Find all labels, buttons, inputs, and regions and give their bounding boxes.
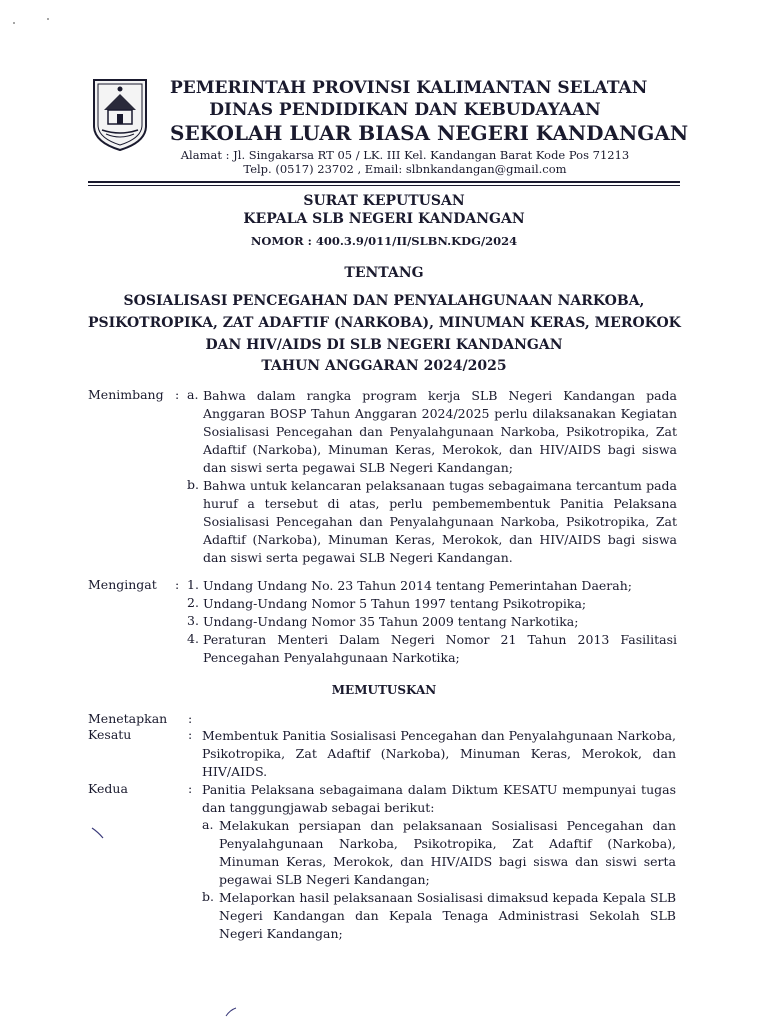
kedua-label: Kedua (88, 781, 128, 796)
stray-scan-dots (10, 16, 54, 26)
decree-number: NOMOR : 400.3.9/011/II/SLBN.KDG/2024 (250, 234, 518, 248)
menetapkan-colon: : (188, 711, 193, 726)
decree-issuer: KEPALA SLB NEGERI KANDANGAN (243, 211, 525, 227)
kedua-b-text: Melaporkan hasil pelaksanaan Sosialisasi dimaksud kepada Kepala SLB Negeri Kandangan dan Kepala Tenaga Administrasi Sekolah SLB Negeri Kandangan; (219, 890, 676, 941)
kesatu-text: Membentuk Panitia Sosialisasi Pencegahan dan Penyalahgunaan Narkoba, Psikotropika, Zat Adaftif (Narkoba), Minuman Keras, Merokok, dan HIV/AIDS. (202, 728, 676, 779)
mengingat-colon: : (175, 577, 180, 592)
letterhead-address: Alamat : Jl. Singakarsa RT 05 / LK. III Kel. Kandangan Barat Kode Pos 71213 (180, 148, 630, 162)
stray-pen-mark (224, 1006, 238, 1018)
mengingat-item-num: 4. (187, 631, 199, 646)
memutuskan-heading: MEMUTUSKAN (331, 683, 437, 697)
menimbang-label: Menimbang (88, 387, 164, 402)
menimbang-b-mark: b. (187, 477, 199, 492)
menetapkan-label: Menetapkan (88, 711, 168, 726)
letterhead-school: SEKOLAH LUAR BIASA NEGERI KANDANGAN (170, 121, 689, 145)
letterhead-rule-thick (88, 181, 680, 183)
provincial-coat-of-arms-icon (88, 76, 152, 152)
decree-subject-line1: SOSIALISASI PENCEGAHAN DAN PENYALAHGUNAAN NARKOBA, (123, 293, 645, 309)
decree-subject-line2: PSIKOTROPIKA, ZAT ADAFTIF (NARKOBA), MINUMAN KERAS, MEROKOK (88, 315, 681, 331)
letterhead-rule-thin (88, 185, 680, 186)
decree-about: TENTANG (344, 265, 424, 281)
decree-subject-line3: DAN HIV/AIDS DI SLB NEGERI KANDANGAN (205, 337, 563, 353)
kesatu-colon: : (188, 727, 193, 742)
kedua-colon: : (188, 781, 193, 796)
menimbang-b-text: Bahwa untuk kelancaran pelaksanaan tugas sebagaimana tercantum pada huruf a tersebut di atas, perlu pembemembentuk Panitia Pelaksana Sosialisasi Pencegahan dan Penyalahgunaan Narkoba, Psikotropika, Zat Adaftif (Narkoba), Minuman Keras, Merokok, dan HIV/AIDS bagi siswa dan siswi serta pegawai SLB Negeri Kandangan. (203, 478, 677, 565)
mengingat-item-text: Undang-Undang Nomor 35 Tahun 2009 tentang Narkotika; (203, 614, 579, 629)
stray-pen-mark (90, 826, 106, 840)
letterhead-government: PEMERINTAH PROVINSI KALIMANTAN SELATAN (170, 78, 648, 98)
kedua-b-mark: b. (202, 889, 214, 904)
mengingat-label: Mengingat (88, 577, 157, 592)
mengingat-item-num: 3. (187, 613, 199, 628)
mengingat-item-num: 2. (187, 595, 199, 610)
menimbang-a-text: Bahwa dalam rangka program kerja SLB Negeri Kandangan pada Anggaran BOSP Tahun Anggaran 2024/2025 perlu dilaksanakan Kegiatan Sosialisasi Pencegahan dan Penyalahgunaan Narkoba, Psikotropika, Zat Adaftif (Narkoba), Minuman Keras, Merokok, dan HIV/AIDS bagi siswa dan siswi serta pegawai SLB Negeri Kandangan; (203, 388, 677, 475)
letterhead-department: DINAS PENDIDIKAN DAN KEBUDAYAAN (209, 100, 601, 120)
mengingat-item-num: 1. (187, 577, 199, 592)
decree-title: SURAT KEPUTUSAN (303, 193, 465, 209)
mengingat-item-text: Undang-Undang Nomor 5 Tahun 1997 tentang Psikotropika; (203, 596, 587, 611)
menimbang-a-mark: a. (187, 387, 199, 402)
letterhead-contact: Telp. (0517) 23702 , Email: slbnkandangan@gmail.com (243, 162, 567, 176)
kesatu-label: Kesatu (88, 727, 132, 742)
mengingat-item-text: Undang Undang No. 23 Tahun 2014 tentang Pemerintahan Daerah; (203, 578, 632, 593)
kedua-text: Panitia Pelaksana sebagaimana dalam Diktum KESATU mempunyai tugas dan tanggungjawab sebagai berikut: (202, 782, 676, 815)
kedua-a-mark: a. (202, 817, 214, 832)
kedua-a-text: Melakukan persiapan dan pelaksanaan Sosialisasi Pencegahan dan Penyalahgunaan Narkoba, Psikotropika, Zat Adaftif (Narkoba), Minuman Keras, Merokok, dan HIV/AIDS bagi siswa dan siswi serta pegawai SLB Negeri Kandangan; (219, 818, 676, 887)
mengingat-item-text: Peraturan Menteri Dalam Negeri Nomor 21 Tahun 2013 Fasilitasi Pencegahan Penyalahgunaan Narkotika; (203, 632, 677, 665)
menimbang-colon: : (175, 387, 180, 402)
decree-subject-line4: TAHUN ANGGARAN 2024/2025 (261, 358, 507, 374)
